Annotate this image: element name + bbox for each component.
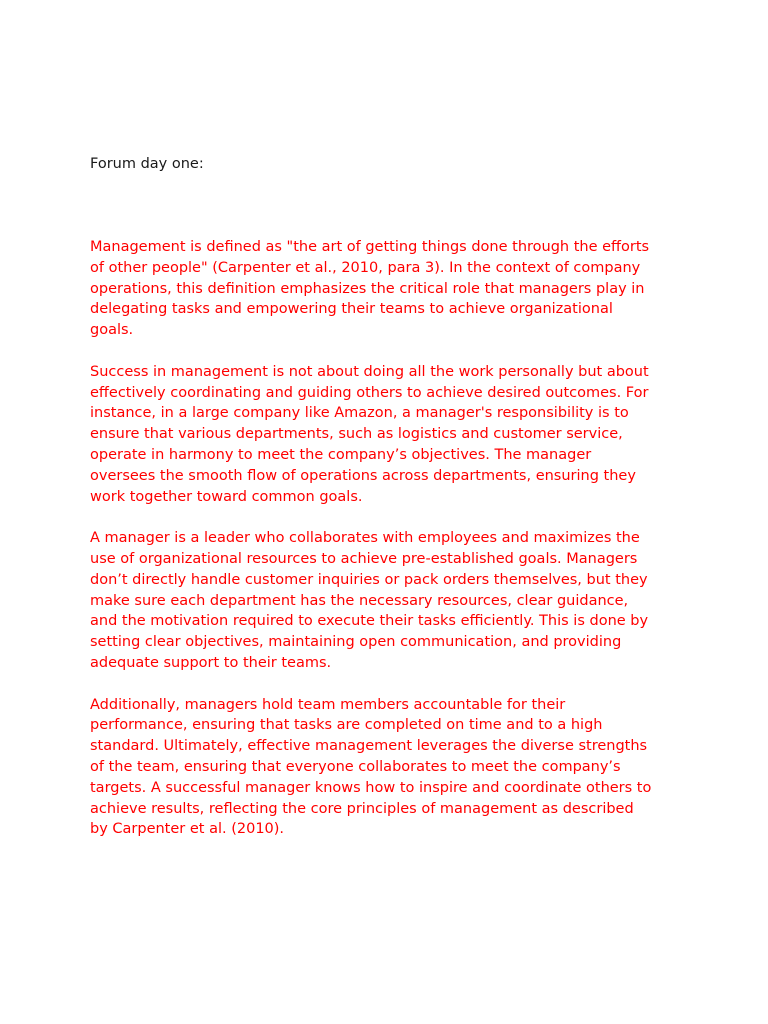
text-line: operate in harmony to meet the company’s objectives. The manager — [90, 446, 592, 463]
text-line: don’t directly handle customer inquiries or pack orders themselves, but they — [90, 571, 648, 588]
text-line: setting clear objectives, maintaining open communication, and providing — [90, 634, 622, 651]
text-line: and the motivation required to execute their tasks efficiently. This is done by — [90, 613, 649, 630]
text-line: of other people" (Carpenter et al., 2010, para 3). In the context of company — [90, 259, 641, 276]
paragraph-success — [90, 362, 690, 508]
document-heading: Forum day one: — [90, 156, 204, 172]
text-line: Success in management is not about doing all the work personally but about — [90, 363, 649, 380]
text-line: operations, this definition emphasizes the critical role that managers play in — [90, 280, 645, 297]
text-line: Additionally, managers hold team members accountable for their — [90, 696, 566, 713]
text-line: ensure that various departments, such as logistics and customer service, — [90, 426, 623, 443]
text-line: use of organizational resources to achieve pre-established goals. Managers — [90, 550, 638, 567]
text-line: Management is defined as "the art of getting things done through the efforts — [90, 239, 650, 255]
text-line: goals. — [90, 322, 134, 339]
text-line: make sure each department has the necessary resources, clear guidance, — [90, 592, 629, 609]
paragraph-accountability — [90, 695, 690, 841]
text-line: instance, in a large company like Amazon, a manager's responsibility is to — [90, 405, 629, 422]
text-line: adequate support to their teams. — [90, 654, 332, 671]
text-line: work together toward common goals. — [90, 488, 363, 505]
text-line: of the team, ensuring that everyone collaborates to meet the company’s — [90, 758, 621, 775]
text-line: performance, ensuring that tasks are completed on time and to a high — [90, 717, 603, 734]
text-line: by Carpenter et al. (2010). — [90, 821, 285, 838]
paragraph-definition — [90, 237, 690, 341]
text-line: delegating tasks and empowering their teams to achieve organizational — [90, 301, 613, 318]
text-line: effectively coordinating and guiding others to achieve desired outcomes. For — [90, 384, 649, 401]
text-line: targets. A successful manager knows how to inspire and coordinate others to — [90, 779, 652, 796]
text-line: standard. Ultimately, effective management leverages the diverse strengths — [90, 738, 648, 755]
text-line: achieve results, reflecting the core principles of management as described — [90, 800, 634, 817]
text-line: oversees the smooth flow of operations across departments, ensuring they — [90, 467, 636, 484]
paragraph-manager-role — [90, 528, 690, 674]
document-body — [90, 237, 690, 861]
text-line: A manager is a leader who collaborates with employees and maximizes the — [90, 530, 640, 547]
